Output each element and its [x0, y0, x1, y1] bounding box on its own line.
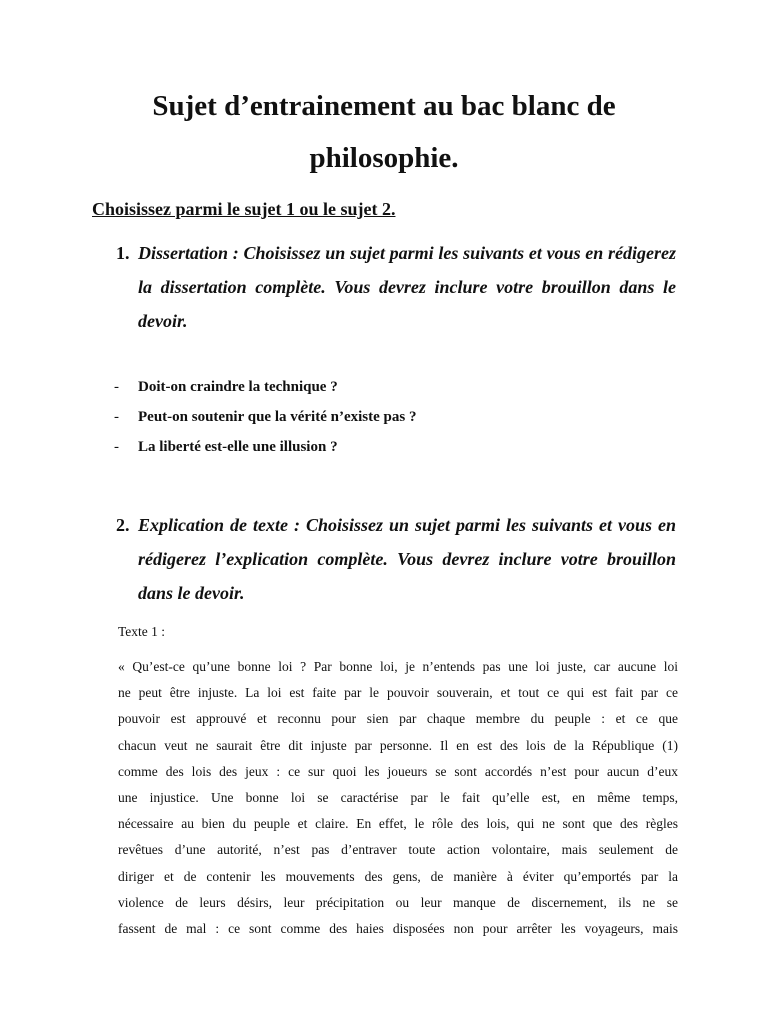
- text-line: fassent de mal : ce sont comme des haies disposées non pour arrêter les voyageurs, mais: [118, 921, 678, 937]
- title-line-2: philosophie.: [309, 142, 459, 174]
- text-line: chacun veut ne saurait être dit injuste par personne. Il en est des lois de la République (1): [118, 737, 678, 753]
- text-line: comme des lois des jeux : ce sur quoi les joueurs se sont accordés n’est pour aucun d’eux: [118, 763, 678, 779]
- title-line-1: Sujet d’entrainement au bac blanc de: [152, 90, 616, 122]
- text-label: Texte 1 :: [118, 624, 166, 639]
- text-line: diriger et de contenir les mouvements des gens, de manière à éviter qu’emportés par la: [118, 868, 678, 884]
- bullet-marker: -: [114, 439, 119, 455]
- text-line: « Qu’est-ce qu’une bonne loi ? Par bonne loi, je n’entends pas une loi juste, car aucune loi: [118, 659, 678, 674]
- document-title: [60, 80, 708, 184]
- text-line: une injustice. Une bonne loi se caractérise par le fait qu’elle est, en même temps,: [118, 790, 678, 806]
- section-number: 1.: [116, 243, 130, 263]
- section-explication: [116, 508, 676, 610]
- bullet-marker: -: [114, 379, 119, 395]
- section-text: Explication de texte : Choisissez un sujet parmi les suivants et vous en rédigerez l’explication complète. Vous devrez inclure votre brouillon dans le devoir.: [138, 515, 676, 603]
- section-dissertation: [116, 236, 676, 338]
- section-text: Dissertation : Choisissez un sujet parmi les suivants et vous en rédigerez la dissertation complète. Vous devrez inclure votre brouillon dans le devoir.: [138, 243, 676, 331]
- text-line: pouvoir est approuvé et reconnu pour sien par chaque membre du peuple : et ce que: [118, 711, 678, 727]
- text-line: revêtues d’une autorité, n’est pas d’entraver toute action volontaire, mais seulement de: [118, 842, 678, 858]
- list-item: [114, 402, 416, 432]
- topic-text: Peut-on soutenir que la vérité n’existe pas ?: [138, 409, 417, 425]
- instruction-heading: Choisissez parmi le sujet 1 ou le sujet 2.: [92, 199, 396, 219]
- list-item: [114, 432, 416, 462]
- topic-text: Doit-on craindre la technique ?: [138, 379, 338, 395]
- topic-text: La liberté est-elle une illusion ?: [138, 439, 338, 455]
- dissertation-topics-list: [114, 372, 416, 462]
- text-line: ne peut être injuste. La loi est faite par le pouvoir souverain, et tout ce qui est fait par ce: [118, 685, 678, 701]
- bullet-marker: -: [114, 409, 119, 425]
- section-number: 2.: [116, 515, 130, 535]
- list-item: [114, 372, 416, 402]
- text-line: nécessaire au bien du peuple et claire. En effet, le rôle des lois, qui ne sont que des règles: [118, 816, 678, 832]
- text-line: violence de leurs désirs, leur précipitation ou leur manque de discernement, ils ne se: [118, 894, 678, 910]
- text-excerpt: [118, 654, 678, 942]
